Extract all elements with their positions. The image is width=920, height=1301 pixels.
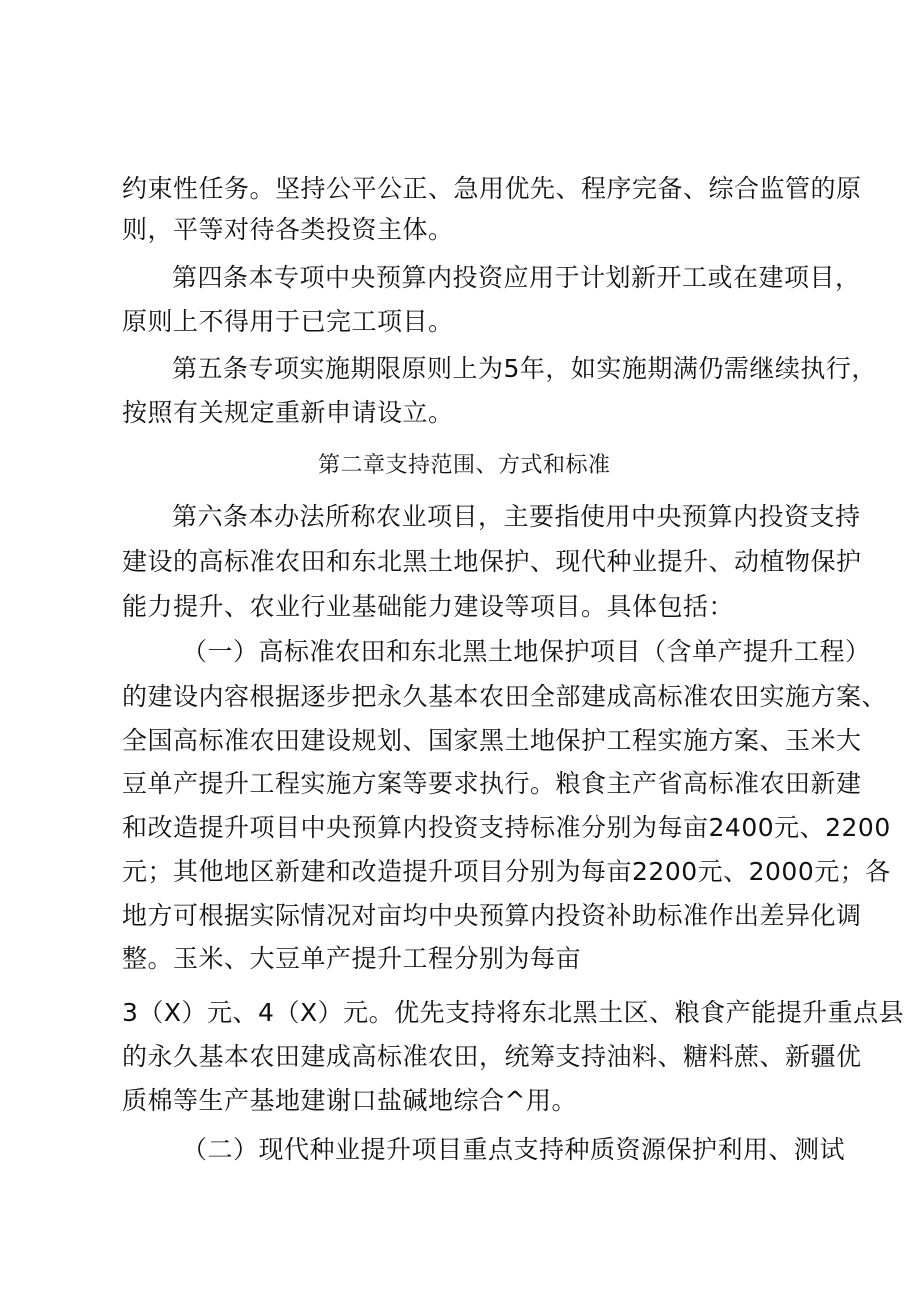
article-4-line: 第四条本专项中央预算内投资应用于计划新开工或在建项目， bbox=[172, 263, 861, 292]
item-2-line: （二）现代种业提升项目重点支持种质资源保护利用、测试 bbox=[182, 1135, 846, 1164]
article-5-line: 第五条专项实施期限原则上为5年，如实施期满仍需继续执行， bbox=[172, 354, 877, 383]
text-line: 则，平等对待各类投资主体。 bbox=[122, 215, 454, 244]
text-line: 全国高标准农田建设规划、国家黑土地保护工程实施方案、玉米大 bbox=[122, 726, 862, 755]
text-line: 整。玉米、大豆单产提升工程分别为每亩 bbox=[122, 944, 582, 973]
text-line: 按照有关规定重新申请设立。 bbox=[122, 398, 454, 427]
text-line: 原则上不得用于已完工项目。 bbox=[122, 307, 454, 336]
text-line: 能力提升、农业行业基础能力建设等项目。具体包括： bbox=[122, 592, 735, 621]
text-line: 地方可根据实际情况对亩均中央预算内投资补助标准作出差异化调 bbox=[122, 901, 862, 930]
text-line: 豆单产提升工程实施方案等要求执行。粮食主产省高标准农田新建 bbox=[122, 769, 862, 798]
item-1-line: （一）高标准农田和东北黑土地保护项目（含单产提升工程） bbox=[182, 637, 871, 666]
text-line: 3（X）元、4（X）元。优先支持将东北黑土区、粮食产能提升重点县 bbox=[122, 998, 905, 1027]
text-line: 建设的高标准农田和东北黑土地保护、现代种业提升、动植物保护 bbox=[122, 547, 862, 576]
chapter-heading: 第二章支持范围、方式和标准 bbox=[318, 453, 611, 478]
text-line: 约束性任务。坚持公平公正、急用优先、程序完备、综合监管的原 bbox=[122, 174, 862, 203]
text-line: 质棉等生产基地建谢口盐碱地综合^用。 bbox=[122, 1086, 577, 1115]
article-6-line: 第六条本办法所称农业项目，主要指使用中央预算内投资支持 bbox=[172, 502, 861, 531]
text-line: 和改造提升项目中央预算内投资支持标准分别为每亩2400元、2200 bbox=[122, 813, 891, 842]
text-line: 元；其他地区新建和改造提升项目分别为每亩2200元、2000元；各 bbox=[122, 857, 891, 886]
text-line: 的建设内容根据逐步把永久基本农田全部建成高标准农田实施方案、 bbox=[122, 682, 888, 711]
text-line: 的永久基本农田建成高标准农田，统筹支持油料、糖料蔗、新疆优 bbox=[122, 1042, 862, 1071]
